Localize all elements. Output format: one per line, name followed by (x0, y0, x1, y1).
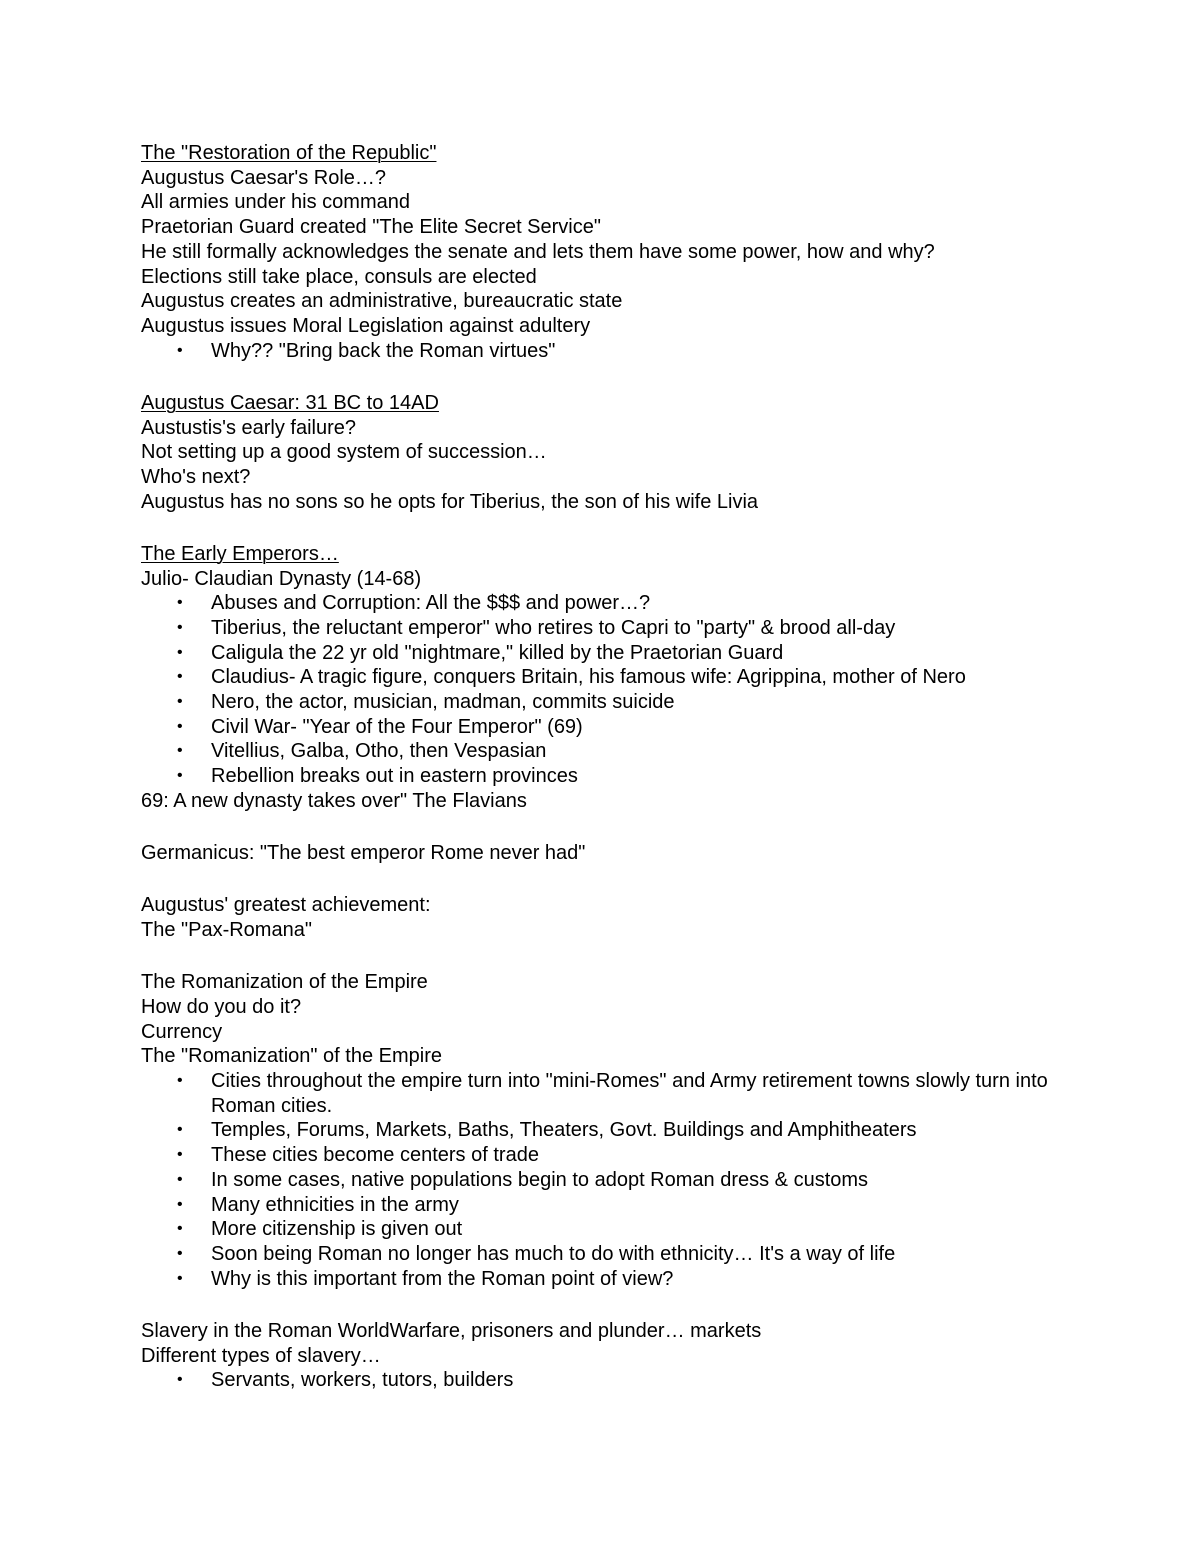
bullet-icon: • (177, 668, 183, 686)
list-item-text: Tiberius, the reluctant emperor" who retires to Capri to "party" & brood all-day (211, 616, 896, 639)
text-line: The Romanization of the Empire (141, 971, 428, 994)
bullet-list (141, 1069, 1061, 1291)
section-pax-romana (141, 893, 1061, 942)
section-romanization (141, 970, 1061, 1291)
list-item-text: Soon being Roman no longer has much to do with ethnicity… It's a way of life (211, 1242, 896, 1265)
list-item (141, 1217, 1061, 1242)
bullet-icon: • (177, 693, 183, 711)
list-item-text: Caligula the 22 yr old "nightmare," killed by the Praetorian Guard (211, 641, 784, 664)
text-line: Augustus Caesar's Role…? (141, 166, 387, 189)
bullet-icon: • (177, 717, 183, 735)
list-item-text: Abuses and Corruption: All the $$$ and power…? (211, 592, 651, 615)
list-item-text: These cities become centers of trade (211, 1144, 539, 1167)
text-line: Not setting up a good system of succession… (141, 441, 547, 464)
list-item (141, 715, 1061, 740)
list-item-text: Rebellion breaks out in eastern provinces (211, 765, 578, 788)
text-line: The "Romanization" of the Empire (141, 1045, 443, 1068)
text-line: Different types of slavery… (141, 1344, 381, 1367)
section-heading: The "Restoration of the Republic" (141, 142, 437, 164)
list-item (141, 1143, 1061, 1168)
text-line: He still formally acknowledges the senate and lets them have some power, how and why? (141, 240, 935, 263)
bullet-icon: • (177, 1269, 183, 1287)
text-line: How do you do it? (141, 995, 302, 1018)
blank-line (141, 866, 1061, 894)
list-item-text: Temples, Forums, Markets, Baths, Theaters, Govt. Buildings and Amphitheaters (211, 1119, 917, 1142)
list-item (141, 1118, 1061, 1143)
text-line: Germanicus: "The best emperor Rome never had" (141, 842, 586, 865)
bullet-icon: • (177, 1146, 183, 1164)
bullet-icon: • (177, 1121, 183, 1139)
list-item-text: Why is this important from the Roman point of view? (211, 1267, 674, 1290)
list-item (141, 641, 1061, 666)
bullet-icon: • (177, 594, 183, 612)
list-item-text: Why?? "Bring back the Roman virtues" (211, 339, 556, 362)
blank-line (141, 1291, 1061, 1319)
bullet-icon: • (177, 1072, 183, 1089)
bullet-icon: • (177, 1371, 183, 1389)
list-item-text: Servants, workers, tutors, builders (211, 1369, 514, 1392)
bullet-list (141, 591, 1061, 789)
bullet-icon: • (177, 1195, 183, 1213)
list-item (141, 591, 1061, 616)
text-line: The "Pax-Romana" (141, 918, 312, 941)
text-line: Slavery in the Roman WorldWarfare, prisoners and plunder… markets (141, 1319, 762, 1342)
list-item (141, 1242, 1061, 1267)
list-item-text: Many ethnicities in the army (211, 1193, 459, 1216)
text-line: Praetorian Guard created "The Elite Secret Service" (141, 216, 601, 239)
bullet-list (141, 1368, 1061, 1393)
list-item (141, 1267, 1061, 1292)
text-line: Who's next? (141, 465, 251, 488)
bullet-icon: • (177, 618, 183, 636)
text-line: Currency (141, 1020, 223, 1043)
text-line: Augustus creates an administrative, bureaucratic state (141, 290, 623, 313)
bullet-icon: • (177, 1220, 183, 1238)
list-item (141, 1193, 1061, 1218)
text-line: All armies under his command (141, 191, 410, 214)
section-slavery (141, 1319, 1061, 1393)
list-item (141, 339, 1061, 364)
text-line: 69: A new dynasty takes over" The Flavians (141, 789, 527, 812)
list-item (141, 690, 1061, 715)
document-page (141, 141, 1061, 1393)
list-item-text: In some cases, native populations begin to adopt Roman dress & customs (211, 1168, 869, 1191)
list-item (141, 739, 1061, 764)
list-item-text: Civil War- "Year of the Four Emperor" (69) (211, 715, 583, 738)
text-line: Augustus has no sons so he opts for Tiberius, the son of his wife Livia (141, 490, 759, 513)
blank-line (141, 943, 1061, 971)
list-item (141, 1069, 1061, 1118)
bullet-icon: • (177, 1244, 183, 1262)
text-line: Austustis's early failure? (141, 416, 357, 439)
blank-line (141, 363, 1061, 391)
list-item (141, 616, 1061, 641)
list-item (141, 665, 1061, 690)
list-item-text: Claudius- A tragic figure, conquers Britain, his famous wife: Agrippina, mother of Nero (211, 666, 966, 689)
bullet-icon: • (177, 341, 183, 359)
text-line: Augustus issues Moral Legislation against adultery (141, 314, 591, 337)
section-early-emperors (141, 542, 1061, 814)
bullet-icon: • (177, 643, 183, 661)
list-item-text: Nero, the actor, musician, madman, commits suicide (211, 691, 675, 714)
section-heading: Augustus Caesar: 31 BC to 14AD (141, 391, 439, 414)
bullet-icon: • (177, 742, 183, 760)
blank-line (141, 814, 1061, 842)
list-item (141, 1368, 1061, 1393)
section-heading: The Early Emperors… (141, 542, 339, 565)
list-item (141, 1168, 1061, 1193)
list-item-text: Cities throughout the empire turn into "mini-Romes" and Army retirement towns slowly turn into Roman cities. (211, 1070, 1048, 1117)
bullet-list (141, 339, 1061, 364)
bullet-icon: • (177, 767, 183, 785)
list-item (141, 764, 1061, 789)
list-item-text: Vitellius, Galba, Otho, then Vespasian (211, 740, 547, 763)
section-germanicus (141, 841, 1061, 866)
text-line: Julio- Claudian Dynasty (14-68) (141, 567, 422, 590)
blank-line (141, 514, 1061, 542)
list-item-text: More citizenship is given out (211, 1218, 463, 1241)
text-line: Elections still take place, consuls are elected (141, 265, 537, 288)
section-restoration (141, 141, 1061, 363)
bullet-icon: • (177, 1170, 183, 1188)
section-augustus (141, 391, 1061, 515)
text-line: Augustus' greatest achievement: (141, 894, 431, 917)
